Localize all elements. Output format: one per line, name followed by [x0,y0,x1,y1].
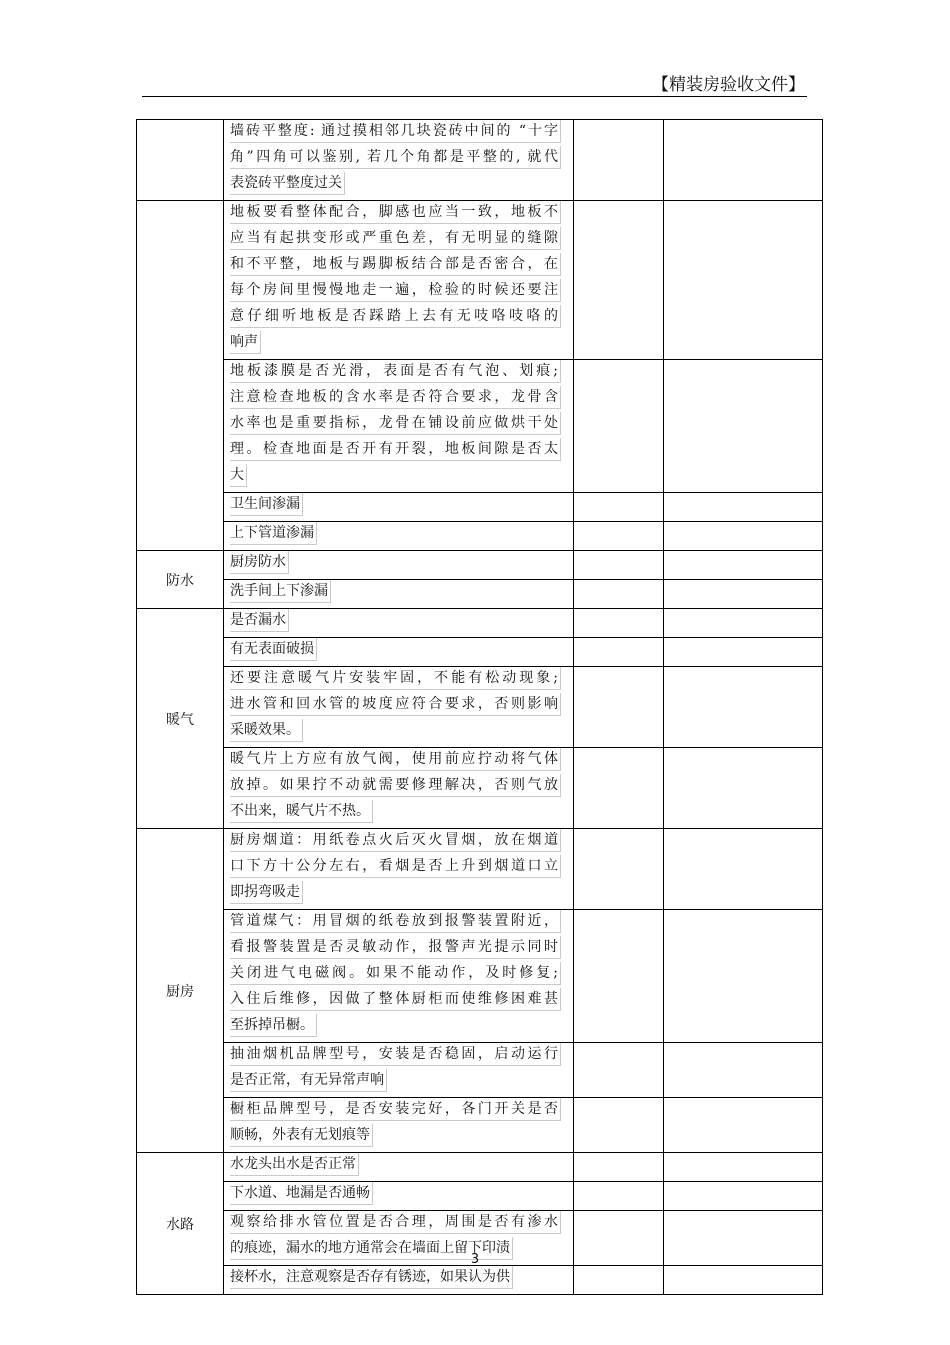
item-text: 进水管和回水管的坡度应符合要求，否则影响 [230,696,558,712]
item-text-line [230,279,561,302]
item-text: 至拆掉吊橱。 [230,1017,314,1033]
item-cell [224,910,574,1043]
table-row [137,1266,823,1295]
result-cell [574,1098,664,1153]
item-cell [224,493,574,522]
header-rule [142,96,807,97]
result-cell [574,360,664,493]
remark-cell [664,1182,823,1211]
item-text-line [230,146,561,169]
item-text: 下水道、地漏是否通畅 [230,1185,370,1201]
item-text: 每个房间里慢慢地走一遍，检验的时候还要注 [230,282,558,298]
item-cell [224,551,574,580]
category-label [178,378,182,380]
item-text-line [230,1182,373,1205]
item-text: 观察给排水管位置是否合理，周围是否有渗水 [230,1214,558,1230]
item-cell [224,1098,574,1153]
item-text-line [230,386,561,409]
item-text-line [230,522,317,545]
item-text: 理。检查地面是否开有开裂，地板间隙是否太 [230,441,558,457]
item-text: 卫生间渗漏 [230,496,300,512]
remark-cell [664,201,823,360]
table-row [137,667,823,748]
table-row [137,201,823,360]
item-text-line [230,1098,561,1121]
item-text: 即拐弯吸走 [230,884,300,900]
item-text: 入住后维修，因做了整体厨柜而使维修困难甚 [230,991,558,1007]
remark-cell [664,580,823,609]
remark-cell [664,551,823,580]
item-text-line [230,201,561,224]
item-text: 有无表面破损 [230,641,314,657]
item-text: 地板漆膜是否光滑，表面是否有气泡、划痕; [230,363,558,379]
category-label: 厨房 [166,983,194,1000]
result-cell [574,1266,664,1295]
item-text-line [230,774,561,797]
item-cell [224,829,574,910]
result-cell [574,522,664,551]
item-text: 放掉。如果拧不动就需要修理解决，否则气放 [230,777,558,793]
item-text: 水龙头出水是否正常 [230,1156,356,1172]
item-cell [224,667,574,748]
remark-cell [664,1098,823,1153]
page-number: 3 [470,1252,480,1267]
table-row [137,580,823,609]
item-text: 是否漏水 [230,612,286,628]
category-label [178,162,182,164]
item-cell [224,522,574,551]
item-cell [224,748,574,829]
item-text: 管道煤气：用冒烟的纸卷放到报警装置附近， [230,913,558,929]
item-text: 关闭进气电磁阀。如果不能动作，及时修复; [230,965,558,981]
item-text-line [230,829,561,852]
remark-cell [664,829,823,910]
item-text-line [230,881,303,904]
remark-cell [664,360,823,493]
table-row [137,609,823,638]
item-text: 抽油烟机品牌型号，安装是否稳固，启动运行 [230,1046,558,1062]
table-row [137,748,823,829]
remark-cell [664,120,823,201]
item-text: 大 [230,467,244,483]
item-text: 厨房烟道：用纸卷点火后灭火冒烟，放在烟道 [230,832,558,848]
category-label: 防水 [166,572,194,589]
remark-cell [664,748,823,829]
category-cell [137,609,224,829]
item-text: 响声 [230,334,258,350]
item-text-line [230,551,289,574]
result-cell [574,667,664,748]
item-text-line [230,412,561,435]
item-text: 地板要看整体配合，脚感也应当一致，地板不 [230,204,558,220]
item-text-line [230,800,373,823]
item-text: 是否正常，有无异常声响 [230,1072,384,1088]
inspection-table-body [137,120,823,1295]
item-text-line [230,1153,359,1176]
result-cell [574,201,664,360]
item-text-line [230,493,303,516]
item-text: 厨房防水 [230,554,286,570]
item-text-line [230,693,561,716]
category-label: 水路 [166,1216,194,1233]
item-text-line [230,936,561,959]
item-cell [224,1266,574,1295]
item-text-line [230,305,561,328]
item-cell [224,1043,574,1098]
item-text-line [230,1124,373,1147]
item-text: 上下管道渗漏 [230,525,314,541]
item-text: 的痕迹，漏水的地方通常会在墙面上留下印渍 [230,1240,510,1256]
result-cell [574,493,664,522]
result-cell [574,551,664,580]
item-text: 看报警装置是否灵敏动作，报警声光提示同时 [230,939,558,955]
item-text: 水率也是重要指标，龙骨在铺设前应做烘干处 [230,415,558,431]
document-header: 【精装房验收文件】 [652,75,805,95]
result-cell [574,1153,664,1182]
item-text-line [230,464,247,487]
remark-cell [664,522,823,551]
item-cell [224,360,574,493]
remark-cell [664,1266,823,1295]
result-cell [574,580,664,609]
item-text-line [230,910,561,933]
category-label: 暖气 [166,711,194,728]
item-cell [224,120,574,201]
category-cell [137,829,224,1153]
item-text: 洗手间上下渗漏 [230,583,328,599]
item-text-line [230,438,561,461]
table-row [137,1043,823,1098]
item-text-line [230,855,561,878]
item-text: 应当有起拱变形或严重色差，有无明显的缝隙 [230,230,558,246]
table-row [137,638,823,667]
item-text-line [230,1043,561,1066]
item-text-line [230,227,561,250]
item-cell [224,201,574,360]
table-row [137,1182,823,1211]
item-text-line [230,360,561,383]
item-text-line [230,638,317,661]
item-text-line [230,962,561,985]
remark-cell [664,667,823,748]
category-cell [137,120,224,201]
item-text: 接杯水，注意观察是否存有锈迹，如果认为供 [230,1269,510,1285]
item-text: 不出来，暖气片不热。 [230,803,370,819]
item-text: 还要注意暖气片安装牢固，不能有松动现象; [230,670,558,686]
item-cell [224,638,574,667]
table-row [137,551,823,580]
item-text-line [230,609,289,632]
item-text-line [230,1266,513,1289]
remark-cell [664,493,823,522]
item-text-line [230,1211,561,1234]
remark-cell [664,1043,823,1098]
table-row [137,829,823,910]
item-cell [224,1153,574,1182]
item-text: 顺畅，外表有无划痕等 [230,1127,370,1143]
category-cell [137,551,224,609]
category-cell [137,201,224,551]
item-text: 采暖效果。 [230,722,300,738]
item-text: 表瓷砖平整度过关 [230,175,342,191]
table-row [137,1098,823,1153]
item-text: 意仔细听地板是否踩踏上去有无吱咯吱咯的 [230,308,558,324]
item-cell [224,609,574,638]
item-text-line [230,253,561,276]
result-cell [574,829,664,910]
item-text-line [230,120,561,143]
item-text-line [230,748,561,771]
item-text: 墙砖平整度: 通过摸相邻几块瓷砖中间的 “十字 [230,123,558,139]
item-text-line [230,719,303,742]
result-cell [574,1043,664,1098]
result-cell [574,638,664,667]
item-text-line [230,1014,317,1037]
result-cell [574,748,664,829]
table-row [137,910,823,1043]
table-row [137,493,823,522]
table-row [137,522,823,551]
remark-cell [664,910,823,1043]
remark-cell [664,609,823,638]
item-text-line [230,172,345,195]
item-cell [224,1182,574,1211]
category-cell [137,1153,224,1295]
item-text-line [230,667,561,690]
item-text: 暖气片上方应有放气阀，使用前应拧动将气体 [230,751,558,767]
item-text-line [230,1069,387,1092]
item-text: 口下方十公分左右，看烟是否上升到烟道口立 [230,858,558,874]
table-row [137,360,823,493]
result-cell [574,1182,664,1211]
result-cell [574,120,664,201]
item-text-line [230,988,561,1011]
item-text: 注意检查地板的含水率是否符合要求，龙骨含 [230,389,558,405]
item-text-line [230,331,261,354]
item-cell [224,580,574,609]
result-cell [574,609,664,638]
result-cell [574,910,664,1043]
remark-cell [664,1153,823,1182]
item-text-line [230,580,331,603]
table-row [137,1153,823,1182]
item-text: 和不平整，地板与踢脚板结合部是否密合，在 [230,256,558,272]
inspection-table [136,119,823,1295]
table-row [137,120,823,201]
item-text: 橱柜品牌型号，是否安装完好，各门开关是否 [230,1101,558,1117]
remark-cell [664,638,823,667]
item-text: 角”四角可以鉴别, 若几个角都是平整的, 就代 [230,149,558,165]
